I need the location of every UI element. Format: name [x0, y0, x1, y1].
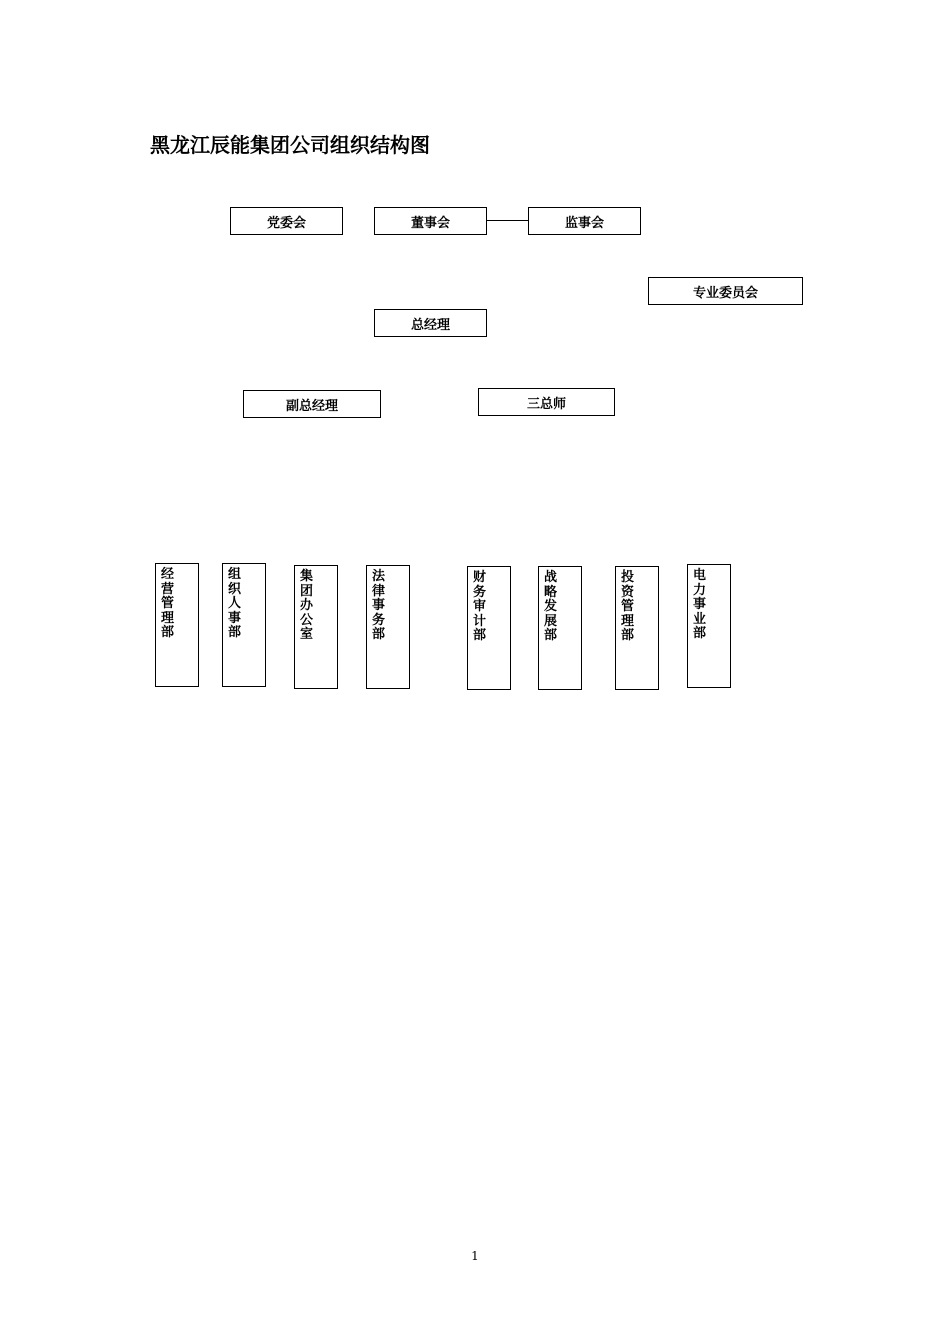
node-board: 董事会: [374, 207, 487, 235]
dept-legal-affairs: [366, 565, 410, 689]
node-three-chiefs: 三总师: [478, 388, 615, 416]
dept-label: 电力事业部: [693, 568, 707, 641]
page-number: 1: [471, 1249, 479, 1263]
node-deputy-general-manager: 副总经理: [243, 390, 381, 418]
node-general-manager: 总经理: [374, 309, 487, 337]
dept-label: 财务审计部: [473, 570, 487, 643]
dept-label: 投资管理部: [621, 570, 635, 643]
node-party-committee: 党委会: [230, 207, 343, 235]
dept-label: 组织人事部: [228, 567, 242, 640]
node-supervisory-board: 监事会: [528, 207, 641, 235]
dept-operation-management: [155, 563, 199, 687]
dept-label: 经营管理部: [161, 567, 175, 640]
dept-label: 战略发展部: [544, 570, 558, 643]
connector-board-supervisory: [487, 220, 528, 221]
dept-finance-audit: [467, 566, 511, 690]
dept-investment-management: [615, 566, 659, 690]
dept-power-business: [687, 564, 731, 688]
dept-label: 集团办公室: [300, 569, 314, 642]
dept-group-office: [294, 565, 338, 689]
dept-strategic-development: [538, 566, 582, 690]
dept-label: 法律事务部: [372, 569, 386, 642]
page-title: 黑龙江辰能集团公司组织结构图: [150, 133, 430, 157]
dept-organization-personnel: [222, 563, 266, 687]
node-special-committee: 专业委员会: [648, 277, 803, 305]
